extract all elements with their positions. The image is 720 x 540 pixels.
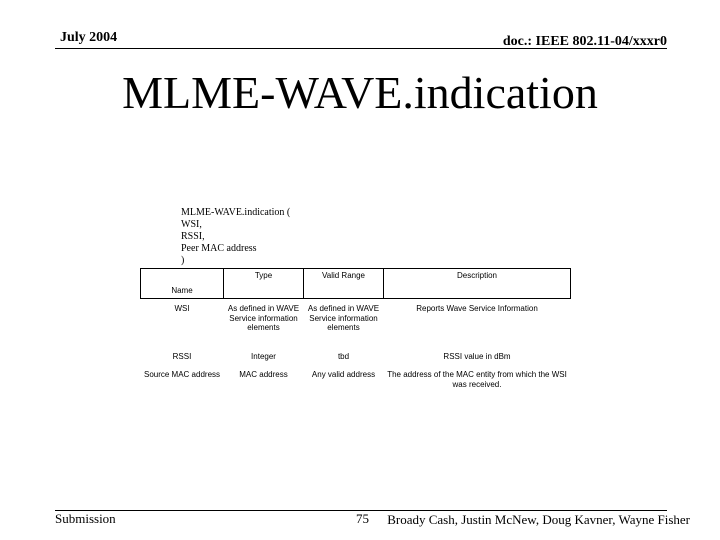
slide-title: MLME-WAVE.indication <box>122 67 598 118</box>
table-row <box>141 299 571 347</box>
table-row <box>141 346 571 364</box>
column-header-valid-range: Valid Range <box>304 269 384 299</box>
primitive-line: ) <box>181 255 185 266</box>
cell-description: The address of the MAC entity from which the WSI was received. <box>387 370 567 389</box>
header-divider <box>55 48 667 49</box>
column-header-type: Type <box>224 269 304 299</box>
footer-authors: Broady Cash, Justin McNew, Doug Kavner, Wayne Fisher <box>387 512 690 527</box>
cell-name: WSI <box>174 304 190 313</box>
primitive-line: RSSI, <box>181 231 205 242</box>
cell-valid-range: tbd <box>337 352 350 361</box>
cell-description: Reports Wave Service Information <box>416 304 538 313</box>
cell-type: Integer <box>251 352 276 361</box>
primitive-line: WSI, <box>181 219 202 230</box>
header-date: July 2004 <box>60 30 118 45</box>
cell-name: RSSI <box>172 352 192 361</box>
table-row <box>141 364 571 394</box>
cell-valid-range: As defined in WAVE Service information elements <box>307 304 380 332</box>
cell-description: RSSI value in dBm <box>443 352 511 361</box>
cell-type: As defined in WAVE Service information elements <box>227 304 300 332</box>
cell-name: Source MAC address <box>143 370 221 379</box>
footer-submission: Submission <box>55 511 116 526</box>
column-header-description: Description <box>384 269 571 299</box>
primitive-line: Peer MAC address <box>181 243 257 254</box>
cell-type: MAC address <box>239 370 288 379</box>
header-doc-id: doc.: IEEE 802.11-04/xxxr0 <box>502 34 667 49</box>
table-header-row <box>141 269 571 299</box>
column-header-name: Name <box>141 269 224 299</box>
primitive-line: MLME-WAVE.indication ( <box>181 207 291 218</box>
cell-valid-range: Any valid address <box>311 370 376 379</box>
parameter-table <box>140 268 571 394</box>
primitive-signature <box>181 207 290 267</box>
page-number: 75 <box>356 511 369 526</box>
